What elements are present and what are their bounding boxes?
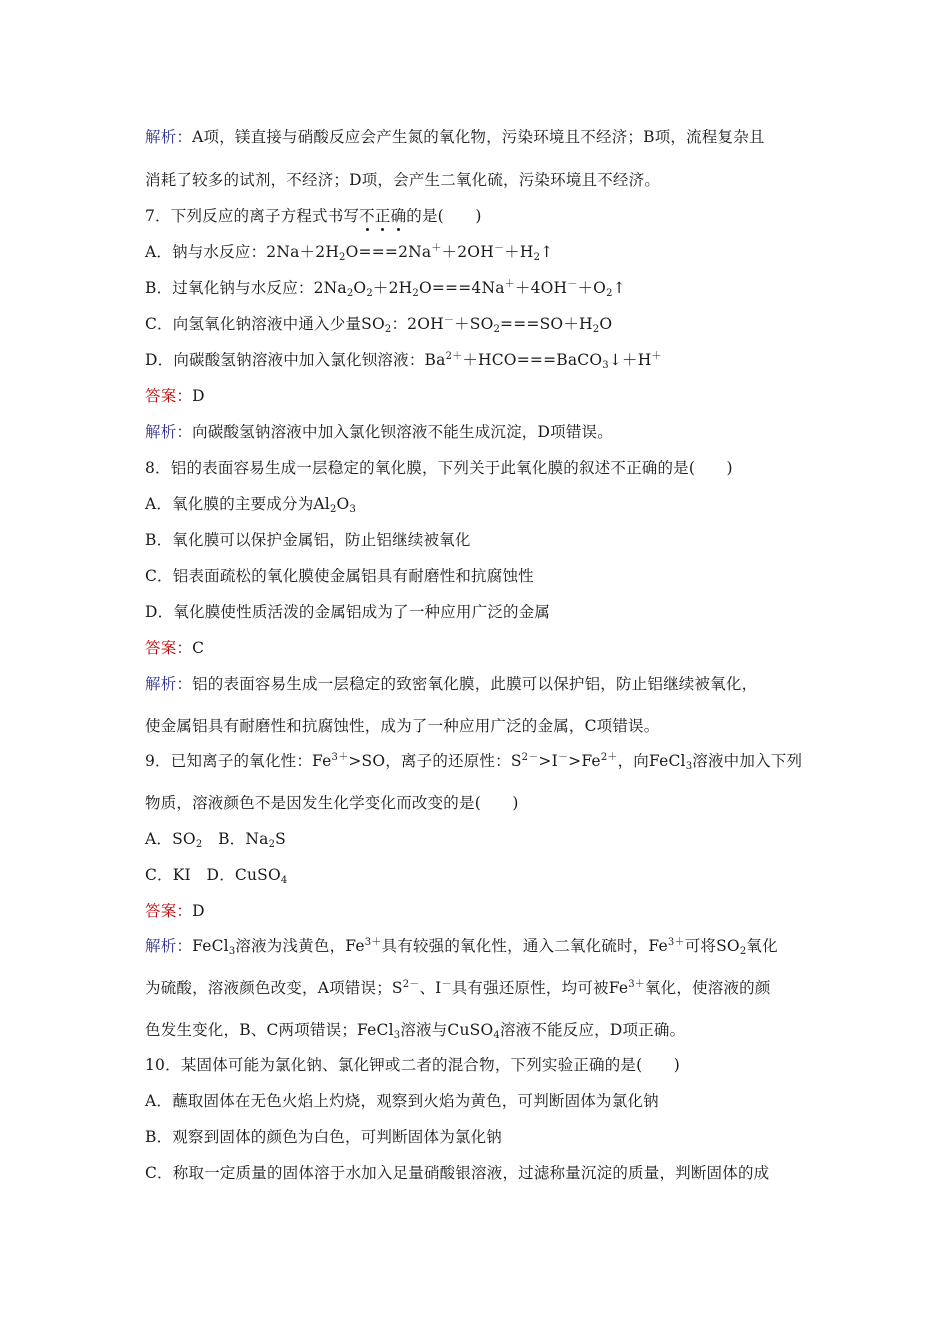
q9-options-ab: A．$SO_2$ B．$Na_2S$: [145, 830, 286, 850]
q10-option-b: B．观察到固体的颜色为白色，可判断固体为氯化钠: [145, 1128, 502, 1146]
q9-explanation-line-3: 色发生变化，B、C两项错误；FeCl$_3$溶液与CuSO$_4$溶液不能反应，D项正确。: [145, 1021, 686, 1041]
q9-stem-line-2: 物质，溶液颜色不是因发生化学变化而改变的是( ): [145, 794, 519, 812]
explanation-label: 解析：: [145, 937, 193, 955]
q8-stem: 8．铝的表面容易生成一层稳定的氧化膜，下列关于此氧化膜的叙述不正确的是( ): [145, 459, 733, 477]
q8-option-d: D．氧化膜使性质活泼的金属铝成为了一种应用广泛的金属: [145, 603, 551, 621]
emphasis-char: 正: [374, 207, 391, 225]
q8-answer: 答案：C: [145, 639, 205, 657]
answer-label: 答案：: [145, 639, 193, 657]
q10-stem: 10．某固体可能为氯化钠、氯化钾或二者的混合物，下列实验正确的是( ): [145, 1056, 681, 1074]
q8-option-c: C．铝表面疏松的氧化膜使金属铝具有耐磨性和抗腐蚀性: [145, 567, 534, 585]
q7-option-a: A．钠与水反应：$2Na+2H_2O===2Na^++2OH^-+H_2↑$: [145, 243, 554, 263]
q7-answer: 答案：D: [145, 387, 205, 405]
q9-explanation-line-1: 解析：FeCl$_3$溶液为浅黄色，$Fe^{3+}$具有较强的氧化性，通入二氧化硫时，$Fe^{3+}$可将$SO_2$氧化: [145, 937, 778, 957]
q6-explanation-line-1: 解析：A项，镁直接与硝酸反应会产生氮的氧化物，污染环境且不经济；B项，流程复杂且: [145, 128, 765, 146]
q7-option-d: D．向碳酸氢钠溶液中加入氯化钡溶液：$Ba^{2+}+HCO===BaCO_3↓+H^+$: [145, 351, 662, 371]
q8-option-a: A．氧化膜的主要成分为$Al_2O_3$: [145, 495, 356, 515]
q7-option-c: C．向氢氧化钠溶液中通入少量$SO_2$：$2OH^-+SO_2===SO+H_2O$: [145, 315, 613, 335]
q8-option-b: B．氧化膜可以保护金属铝，防止铝继续被氧化: [145, 531, 471, 549]
explanation-label: 解析：: [145, 128, 193, 146]
answer-label: 答案：: [145, 902, 193, 920]
q9-explanation-line-2: 为硫酸，溶液颜色改变，A项错误；$S^{2-}$、I－具有强还原性，均可被$Fe^{3+}$氧化，使溶液的颜: [145, 979, 771, 997]
q10-option-c: C．称取一定质量的固体溶于水加入足量硝酸银溶液，过滤称量沉淀的质量，判断固体的成: [145, 1164, 770, 1182]
q8-explanation-line-2: 使金属铝具有耐磨性和抗腐蚀性，成为了一种应用广泛的金属，C项错误。: [145, 717, 660, 735]
answer-label: 答案：: [145, 387, 193, 405]
q9-answer: 答案：D: [145, 902, 205, 920]
q9-stem-line-1: 9．已知离子的氧化性：$Fe^{3+}>SO$，离子的还原性：$S^{2-}>I^->Fe^{2+}$，向FeCl$_3$溶液中加入下列: [145, 752, 803, 772]
q6-explanation-line-2: 消耗了较多的试剂，不经济；D项，会产生二氧化硫，污染环境且不经济。: [145, 171, 661, 189]
q7-option-b: B．过氧化钠与水反应：$2Na_2O_2+2H_2O===4Na^++4OH^-+O_2↑$: [145, 279, 626, 299]
explanation-label: 解析：: [145, 675, 193, 693]
q8-explanation-line-1: 解析：铝的表面容易生成一层稳定的致密氧化膜，此膜可以保护铝，防止铝继续被氧化，: [145, 675, 758, 693]
q7-stem: 7．下列反应的离子方程式书写不正确的是( ): [145, 207, 482, 225]
q10-option-a: A．蘸取固体在无色火焰上灼烧，观察到火焰为黄色，可判断固体为氯化钠: [145, 1092, 659, 1110]
q9-options-cd: C．KI D．CuSO$_4$: [145, 866, 288, 886]
q7-explanation: 解析：向碳酸氢钠溶液中加入氯化钡溶液不能生成沉淀，D项错误。: [145, 423, 613, 441]
emphasis-char: 不: [359, 207, 375, 225]
explanation-label: 解析：: [145, 423, 193, 441]
emphasis-char: 确: [390, 207, 407, 225]
